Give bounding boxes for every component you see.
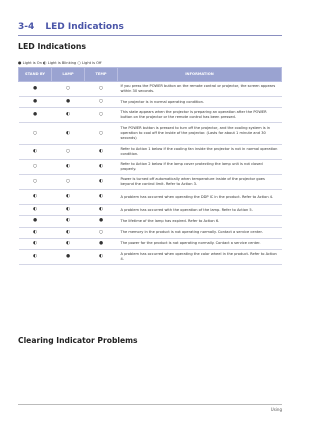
table-row xyxy=(19,123,282,145)
table-header-row xyxy=(19,68,282,82)
light-off-icon: ○ xyxy=(77,60,81,65)
header-stand-by: STAND BY xyxy=(19,68,52,82)
lamp-indicator-icon: ○ xyxy=(52,175,85,190)
table-row xyxy=(19,82,282,97)
stand-by-indicator-icon: ◐ xyxy=(19,190,52,205)
temp-indicator-icon: ◐ xyxy=(85,205,118,216)
stand-by-indicator-icon: ● xyxy=(19,82,52,97)
stand-by-indicator-icon: ◐ xyxy=(19,205,52,216)
section-header xyxy=(18,14,282,36)
table-row xyxy=(19,97,282,108)
table-row xyxy=(19,190,282,205)
information-cell: The projector is in normal operating condition. xyxy=(118,97,282,108)
table-row xyxy=(19,238,282,249)
temp-indicator-icon: ○ xyxy=(85,97,118,108)
header-temp: TEMP xyxy=(85,68,118,82)
lamp-indicator-icon: ◐ xyxy=(52,108,85,123)
footer-section-label: Using xyxy=(270,407,282,412)
header-lamp: LAMP xyxy=(52,68,85,82)
information-cell: This state appears when the projector is preparing an operation after the POWER button on the projector or the remote control has been pressed. xyxy=(118,108,282,123)
temp-indicator-icon: ◐ xyxy=(85,175,118,190)
temp-indicator-icon: ◐ xyxy=(85,160,118,175)
legend xyxy=(18,60,101,65)
lamp-indicator-icon: ◐ xyxy=(52,205,85,216)
information-cell: If you press the POWER button on the remote control or projector, the screen appears within 30 seconds. xyxy=(118,82,282,97)
temp-indicator-icon: ◐ xyxy=(85,190,118,205)
stand-by-indicator-icon: ◐ xyxy=(19,227,52,238)
lamp-indicator-icon: ◐ xyxy=(52,160,85,175)
table-row xyxy=(19,175,282,190)
lamp-indicator-icon: ● xyxy=(52,97,85,108)
lamp-indicator-icon: ○ xyxy=(52,145,85,160)
stand-by-indicator-icon: ● xyxy=(19,216,52,227)
section-title: LED Indications xyxy=(45,22,124,32)
stand-by-indicator-icon: ◐ xyxy=(19,145,52,160)
lamp-indicator-icon: ○ xyxy=(52,82,85,97)
subheading-led-indications: LED Indications xyxy=(18,42,87,51)
stand-by-indicator-icon: ○ xyxy=(19,160,52,175)
information-cell: The POWER button is pressed to turn off the projector, and the cooling system is in operation to cool off the inside of the projector. (Lasts for about 1 minute and 30 seconds) xyxy=(118,123,282,145)
table-row xyxy=(19,145,282,160)
table-row xyxy=(19,108,282,123)
information-cell: The lifetime of the lamp has expired. Refer to Action 6. xyxy=(118,216,282,227)
stand-by-indicator-icon: ○ xyxy=(19,123,52,145)
table-row xyxy=(19,205,282,216)
table-row xyxy=(19,216,282,227)
information-cell: Refer to Action 2 below if the lamp cover protecting the lamp unit is not closed properly. xyxy=(118,160,282,175)
section-number: 3-4 xyxy=(18,22,35,32)
stand-by-indicator-icon: ◐ xyxy=(19,238,52,249)
lamp-indicator-icon: ● xyxy=(52,249,85,264)
temp-indicator-icon: ○ xyxy=(85,123,118,145)
stand-by-indicator-icon: ● xyxy=(19,108,52,123)
information-cell: A problem has occurred when operating the color wheel in the product. Refer to Action 4. xyxy=(118,249,282,264)
information-cell: Power is turned off automatically when temperature inside of the projector goes beyond the control limit. Refer to Action 3. xyxy=(118,175,282,190)
temp-indicator-icon: ○ xyxy=(85,227,118,238)
lamp-indicator-icon: ◐ xyxy=(52,190,85,205)
information-cell: The power for the product is not operating normally. Contact a service center. xyxy=(118,238,282,249)
temp-indicator-icon: ◐ xyxy=(85,145,118,160)
temp-indicator-icon: ○ xyxy=(85,108,118,123)
stand-by-indicator-icon: ● xyxy=(19,97,52,108)
information-cell: Refer to Action 1 below if the cooling fan inside the projector is not in normal operation condition. xyxy=(118,145,282,160)
legend-off-label: Light is Off xyxy=(82,61,102,65)
lamp-indicator-icon: ◐ xyxy=(52,227,85,238)
temp-indicator-icon: ○ xyxy=(85,82,118,97)
header-information: INFORMATION xyxy=(118,68,282,82)
table-row xyxy=(19,249,282,264)
temp-indicator-icon: ◐ xyxy=(85,249,118,264)
legend-blinking-label: Light is Blinking xyxy=(47,61,77,65)
temp-indicator-icon: ● xyxy=(85,238,118,249)
temp-indicator-icon: ● xyxy=(85,216,118,227)
information-cell: The memory in the product is not operating normally. Contact a service center. xyxy=(118,227,282,238)
stand-by-indicator-icon: ○ xyxy=(19,175,52,190)
lamp-indicator-icon: ◐ xyxy=(52,123,85,145)
footer-divider xyxy=(18,404,282,405)
lamp-indicator-icon: ◐ xyxy=(52,238,85,249)
led-indications-table xyxy=(18,67,282,265)
light-on-icon: ● xyxy=(18,60,22,65)
information-cell: A problem has occurred when operating the DDP IC in the product. Refer to Action 4. xyxy=(118,190,282,205)
lamp-indicator-icon: ◐ xyxy=(52,216,85,227)
legend-on-label: Light is On xyxy=(22,61,42,65)
light-blinking-icon: ◐ xyxy=(43,60,47,65)
subheading-clearing-indicator-problems: Clearing Indicator Problems xyxy=(18,336,138,345)
stand-by-indicator-icon: ◐ xyxy=(19,249,52,264)
table-row xyxy=(19,227,282,238)
table-row xyxy=(19,160,282,175)
information-cell: A problem has occurred with the operation of the lamp. Refer to Action 5. xyxy=(118,205,282,216)
